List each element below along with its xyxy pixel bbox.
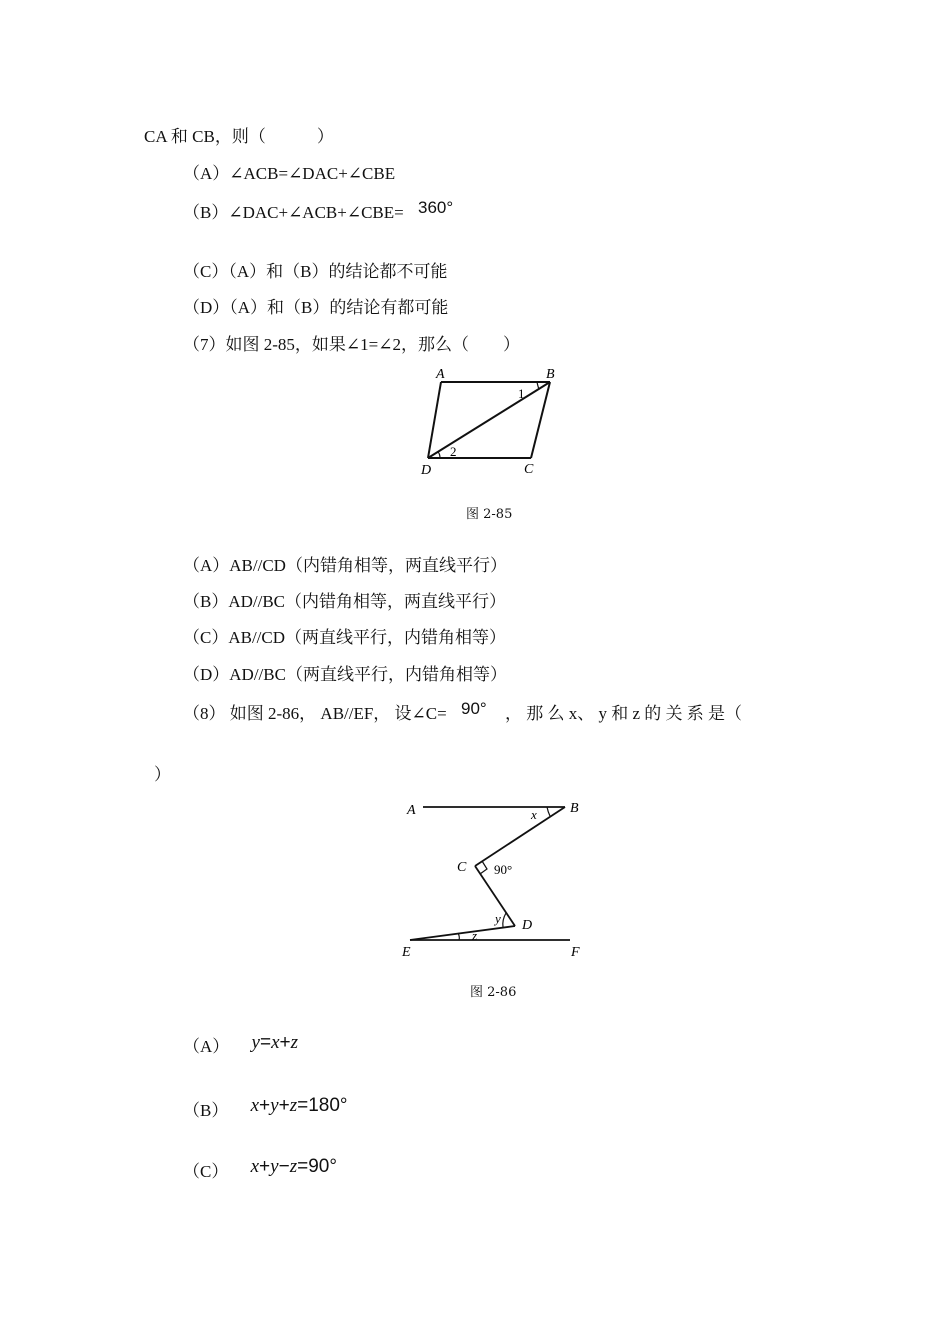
- expr-equals: =: [259, 1032, 272, 1053]
- label-angle-1: 1: [518, 386, 525, 401]
- angle-1-arc: [537, 382, 539, 389]
- label-c: C: [524, 462, 534, 477]
- label-x: x: [531, 807, 537, 822]
- figure-2-85-caption: 图 2-85: [466, 507, 513, 522]
- q7-option-c: （C）AB//CD（两直线平行，内错角相等）: [183, 628, 507, 647]
- segment-bd: [428, 382, 550, 458]
- label-b: B: [570, 801, 579, 816]
- label-angle-c: 90°: [494, 862, 513, 877]
- q6-option-d: （D）（A）和（B）的结论有都可能: [183, 298, 449, 317]
- q8-stem-text: （8） 如图 2-86， AB//EF， 设∠C=: [183, 704, 447, 723]
- expr-z: z: [289, 1095, 298, 1116]
- label-d: D: [421, 463, 432, 478]
- q6-option-c: （C）（A）和（B）的结论都不可能: [183, 262, 448, 281]
- q7-option-b: （B）AD//BC（内错角相等，两直线平行）: [183, 592, 507, 611]
- q8-option-b-expr: [251, 1095, 348, 1117]
- label-d: D: [522, 918, 533, 933]
- q7-stem: （7）如图 2-85，如果∠1=∠2，那么（ ）: [183, 335, 520, 354]
- q6-option-a: （A）∠ACB=∠DAC+∠CBE: [183, 164, 396, 183]
- figure-2-85: [410, 362, 560, 484]
- figure-2-86-caption: 图 2-86: [470, 985, 517, 1000]
- label-a: A: [407, 803, 416, 818]
- angle-x-arc: [547, 807, 550, 816]
- q8-stem-suffix: ， 那 么 x、 y 和 z 的 关 系 是（: [504, 704, 742, 723]
- expr-plus: +: [278, 1095, 290, 1116]
- q7-option-a: （A）AB//CD（内错角相等，两直线平行）: [183, 556, 507, 575]
- expr-z: z: [289, 1156, 298, 1177]
- q8-stem-value: 90°: [460, 699, 487, 718]
- label-angle-2: 2: [450, 444, 457, 459]
- expr-y: y: [270, 1095, 279, 1116]
- expr-z: z: [290, 1032, 299, 1053]
- q8-option-a-label: （A）: [183, 1037, 230, 1056]
- expr-plus: +: [259, 1156, 271, 1177]
- q6-option-b-text: （B）∠DAC+∠ACB+∠CBE=: [183, 203, 404, 222]
- label-y: y: [495, 911, 501, 926]
- segment-da: [428, 382, 441, 458]
- q8-stem-close: ）: [154, 765, 171, 784]
- expr-equals-value: =180°: [297, 1095, 348, 1116]
- expr-y: y: [270, 1156, 279, 1177]
- q8-option-a: [183, 1032, 299, 1058]
- label-e: E: [402, 945, 411, 960]
- q8-option-c-label: （C）: [183, 1162, 229, 1181]
- q6-option-b: [183, 198, 454, 224]
- label-a: A: [436, 367, 445, 382]
- q8-stem: [183, 699, 742, 725]
- q8-option-a-expr: [252, 1032, 299, 1054]
- segment-bc: [531, 382, 550, 458]
- expr-plus: +: [259, 1095, 271, 1116]
- q6-stem-tail: CA 和 CB，则（ ）: [144, 127, 334, 146]
- q7-option-d: （D）AD//BC（两直线平行，内错角相等）: [183, 665, 507, 684]
- expr-x: x: [271, 1032, 280, 1053]
- q6-option-b-value: 360°: [418, 198, 454, 217]
- expr-x: x: [250, 1156, 260, 1177]
- label-c: C: [457, 860, 467, 875]
- figure-2-86: [398, 794, 592, 964]
- q8-option-c-expr: [251, 1156, 337, 1178]
- label-f: F: [571, 945, 580, 960]
- expr-x: x: [250, 1095, 260, 1116]
- expr-equals-value: =90°: [297, 1156, 337, 1177]
- label-z: z: [472, 928, 478, 943]
- expr-plus: +: [279, 1032, 291, 1053]
- expr-minus: −: [278, 1156, 290, 1177]
- segment-bc: [475, 807, 565, 866]
- expr-y: y: [251, 1032, 260, 1053]
- q8-option-b: [183, 1095, 348, 1122]
- label-b: B: [546, 367, 555, 382]
- q8-option-b-label: （B）: [183, 1101, 229, 1120]
- segment-de: [410, 926, 515, 940]
- q8-option-c: [183, 1156, 337, 1183]
- angle-y-arc: [503, 913, 506, 927]
